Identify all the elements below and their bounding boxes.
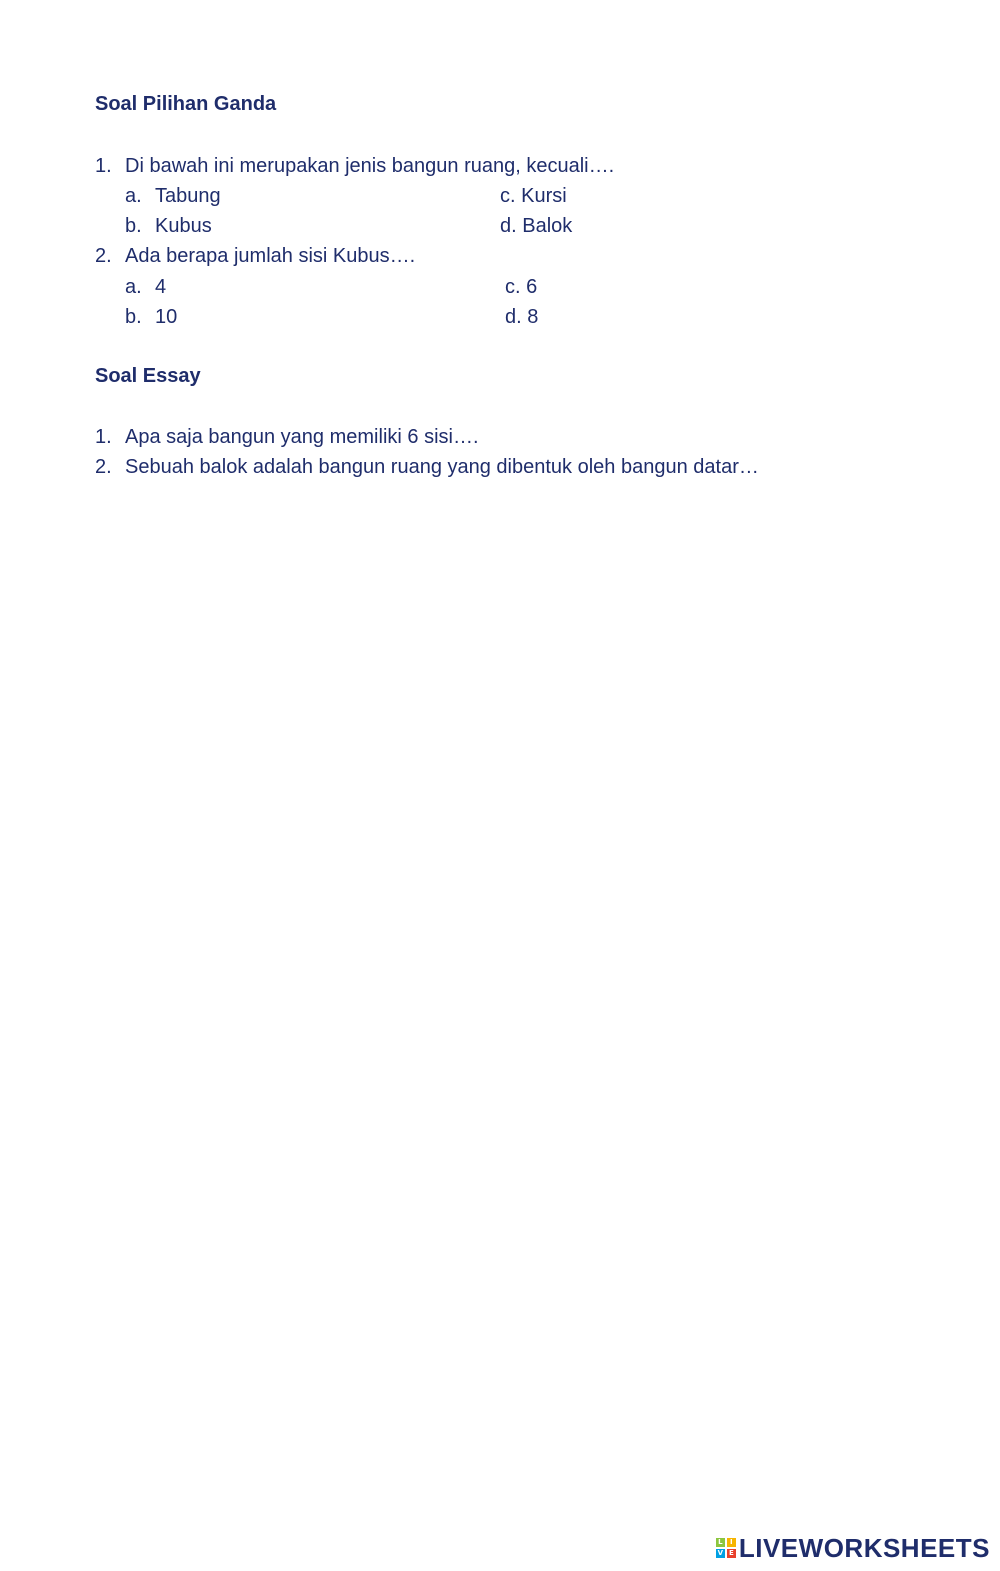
option-b-text: Kubus <box>155 215 212 237</box>
option-a-text: 4 <box>155 276 167 298</box>
question-text: Ada berapa jumlah sisi Kubus…. <box>125 245 416 267</box>
question-text: Di bawah ini merupakan jenis bangun ruang, kecuali…. <box>125 155 615 177</box>
logo-cell: E <box>727 1549 736 1558</box>
question-number: 2. <box>95 456 112 478</box>
question-text: Apa saja bangun yang memiliki 6 sisi…. <box>125 426 479 448</box>
question-number: 1. <box>95 155 112 177</box>
option-a-text: Tabung <box>155 185 221 207</box>
section-title-essay: Soal Essay <box>95 365 201 387</box>
option-b-letter: b. <box>125 306 142 328</box>
option-d: d. 8 <box>505 306 539 328</box>
option-a-letter: a. <box>125 185 142 207</box>
logo-cell: I <box>727 1538 736 1547</box>
option-b-text: 10 <box>155 306 178 328</box>
logo-cell: V <box>717 1549 724 1557</box>
section-title-multiple-choice: Soal Pilihan Ganda <box>95 93 277 115</box>
liveworksheets-logo <box>716 1533 990 1563</box>
question-number: 2. <box>95 245 112 267</box>
option-d: d. Balok <box>500 215 573 237</box>
logo-cell: L <box>716 1538 725 1547</box>
question-number: 1. <box>95 426 112 448</box>
logo-text: LIVEWORKSHEETS <box>738 1532 990 1563</box>
option-c: c. Kursi <box>500 185 567 207</box>
option-b-letter: b. <box>125 215 142 237</box>
option-a-letter: a. <box>125 276 142 298</box>
option-c: c. 6 <box>505 276 538 298</box>
logo-grid-icon <box>716 1538 736 1558</box>
question-text: Sebuah balok adalah bangun ruang yang dibentuk oleh bangun datar… <box>125 456 759 478</box>
